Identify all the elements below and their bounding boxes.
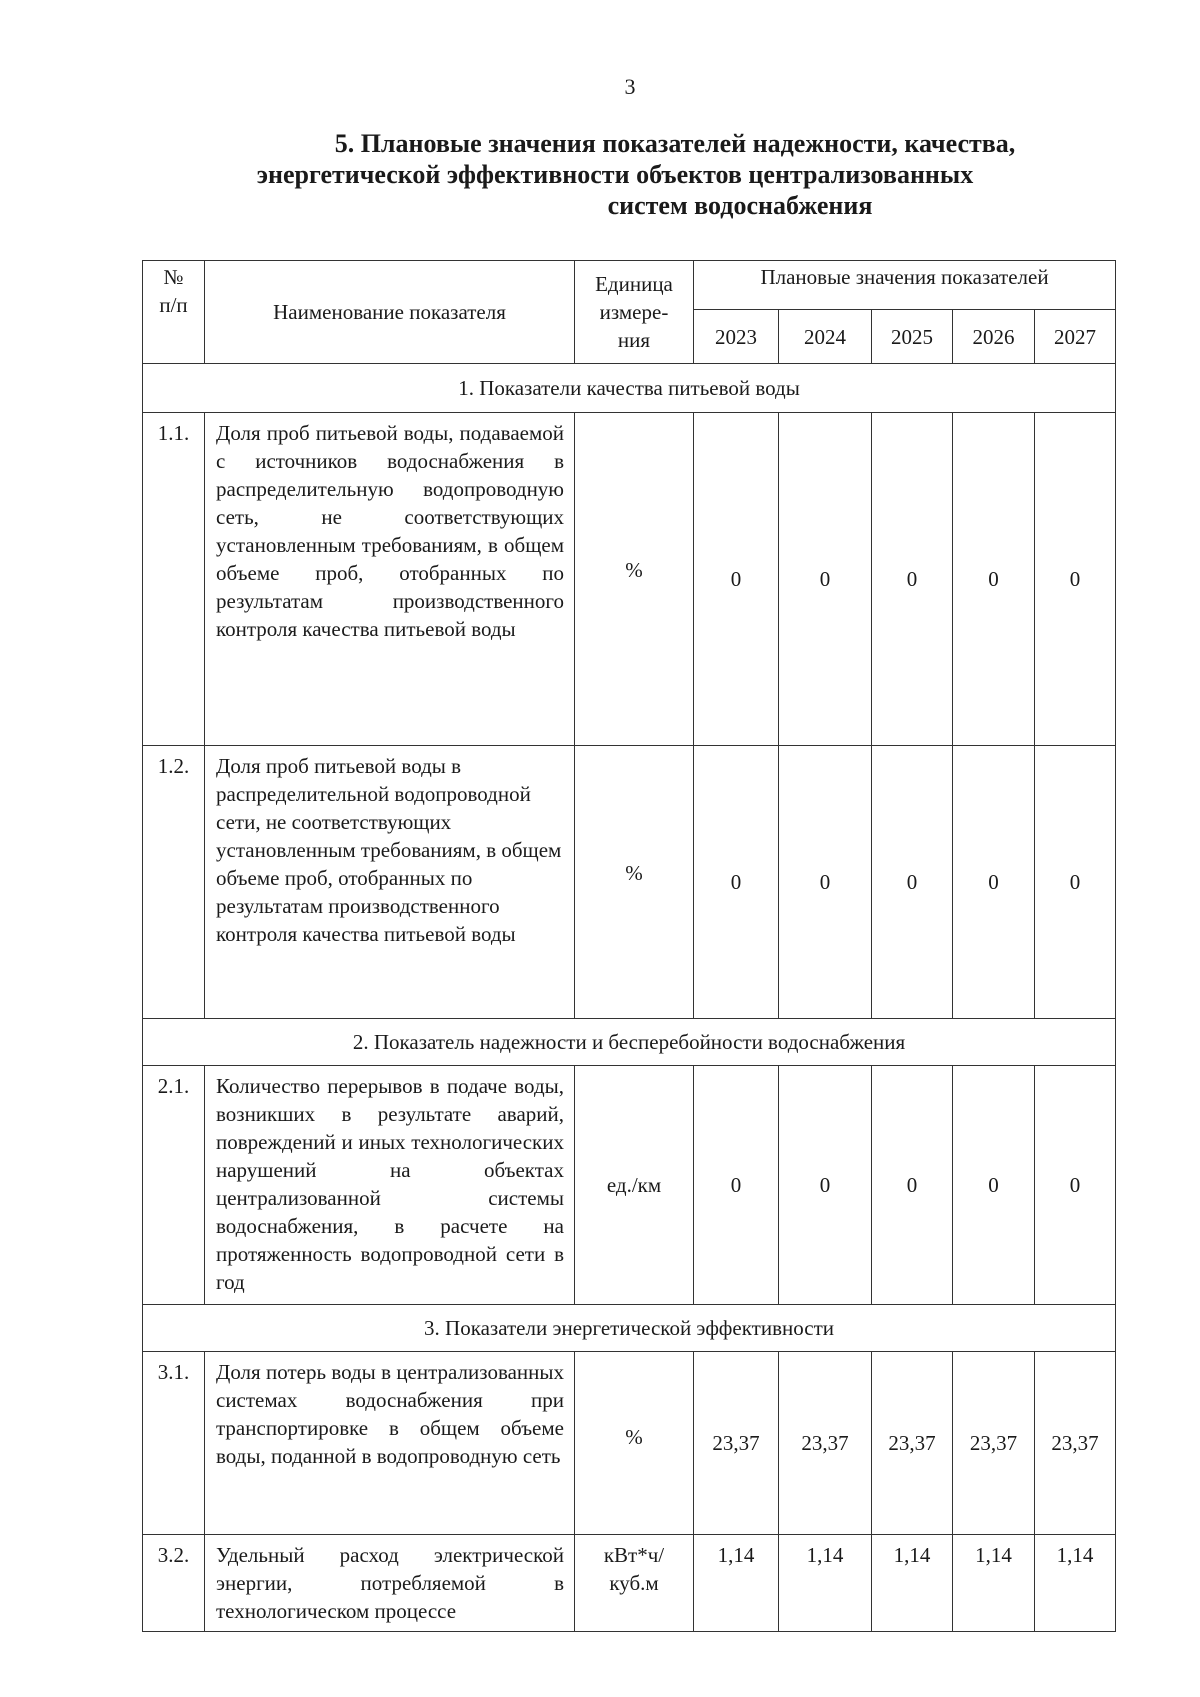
value-2026: 1,14	[953, 1535, 1035, 1632]
header-planned-values: Плановые значения показателей	[694, 261, 1116, 310]
header-row-1	[143, 261, 1116, 310]
page-number: 3	[624, 74, 636, 99]
header-name: Наименование показателя	[205, 261, 575, 364]
header-unit-line-2: измере-	[599, 300, 669, 324]
table-row	[143, 413, 1116, 746]
row-number: 3.2.	[143, 1535, 205, 1632]
header-num-abbr: п/п	[159, 293, 188, 317]
value-2027: 0	[1035, 413, 1116, 746]
value-2023: 0	[694, 746, 779, 1019]
header-unit-cell	[575, 261, 694, 364]
value-2023: 1,14	[694, 1535, 779, 1632]
document-title	[200, 128, 1060, 221]
value-2026: 0	[953, 1066, 1035, 1305]
unit-line-2: куб.м	[609, 1571, 659, 1595]
unit-cell: %	[575, 413, 694, 746]
unit-cell	[575, 1535, 694, 1632]
value-2023: 23,37	[694, 1352, 779, 1535]
section-row	[143, 1305, 1116, 1352]
value-2023: 0	[694, 1066, 779, 1305]
header-year-2026: 2026	[953, 310, 1035, 364]
table-row	[143, 1535, 1116, 1632]
indicators-table	[142, 260, 1116, 1632]
indicator-name: Доля проб питьевой воды в распределительной водопроводной сети, не соответствующих установленным требованиям, в общем объеме проб, отобранных по результатам производственного контроля качества питьевой воды	[205, 746, 575, 1019]
header-year-2027: 2027	[1035, 310, 1116, 364]
value-2027: 23,37	[1035, 1352, 1116, 1535]
section-title-quality: 1. Показатели качества питьевой воды	[143, 364, 1116, 413]
table-row	[143, 746, 1116, 1019]
row-number: 3.1.	[143, 1352, 205, 1535]
row-number: 1.1.	[143, 413, 205, 746]
title-line-1: 5. Плановые значения показателей надежности, качества,	[334, 129, 1016, 158]
section-row	[143, 1019, 1116, 1066]
header-num-symbol: №	[163, 265, 184, 289]
indicator-name: Количество перерывов в подаче воды, возникших в результате аварий, повреждений и иных технологических нарушений на объектах централизованной системы водоснабжения, в расчете на протяженность водопроводной сети в год	[205, 1066, 575, 1305]
value-2024: 0	[779, 413, 872, 746]
value-2025: 0	[872, 413, 953, 746]
title-line-2: энергетической эффективности объектов централизованных	[256, 160, 974, 189]
value-2026: 0	[953, 746, 1035, 1019]
header-num-cell	[143, 261, 205, 364]
value-2027: 0	[1035, 746, 1116, 1019]
section-title-energy: 3. Показатели энергетической эффективности	[143, 1305, 1116, 1352]
section-row	[143, 364, 1116, 413]
unit-cell: ед./км	[575, 1066, 694, 1305]
indicator-name: Доля проб питьевой воды, подаваемой с источников водоснабжения в распределительную водопроводную сеть, не соответствующих установленным требованиям, в общем объеме проб, отобранных по результатам производственного контроля качества питьевой воды	[205, 413, 575, 746]
value-2027: 1,14	[1035, 1535, 1116, 1632]
header-year-2023: 2023	[694, 310, 779, 364]
value-2024: 1,14	[779, 1535, 872, 1632]
row-number: 2.1.	[143, 1066, 205, 1305]
header-year-2024: 2024	[779, 310, 872, 364]
table-row	[143, 1066, 1116, 1305]
value-2024: 0	[779, 746, 872, 1019]
unit-line-1: кВт*ч/	[603, 1543, 665, 1567]
value-2027: 0	[1035, 1066, 1116, 1305]
value-2025: 0	[872, 1066, 953, 1305]
section-title-reliability: 2. Показатель надежности и бесперебойности водоснабжения	[143, 1019, 1116, 1066]
row-number: 1.2.	[143, 746, 205, 1019]
title-line-3: систем водоснабжения	[607, 191, 873, 220]
value-2025: 0	[872, 746, 953, 1019]
header-year-2025: 2025	[872, 310, 953, 364]
unit-cell: %	[575, 746, 694, 1019]
value-2025: 1,14	[872, 1535, 953, 1632]
value-2026: 0	[953, 413, 1035, 746]
table-row	[143, 1352, 1116, 1535]
indicator-name: Удельный расход электрической энергии, потребляемой в технологическом процессе	[205, 1535, 575, 1632]
value-2024: 23,37	[779, 1352, 872, 1535]
value-2026: 23,37	[953, 1352, 1035, 1535]
header-unit-line-3: ния	[617, 328, 651, 352]
value-2023: 0	[694, 413, 779, 746]
header-unit-line-1: Единица	[595, 272, 673, 296]
unit-cell: %	[575, 1352, 694, 1535]
value-2025: 23,37	[872, 1352, 953, 1535]
value-2024: 0	[779, 1066, 872, 1305]
indicator-name: Доля потерь воды в централизованных системах водоснабжения при транспортировке в общем объеме воды, поданной в водопроводную сеть	[205, 1352, 575, 1535]
